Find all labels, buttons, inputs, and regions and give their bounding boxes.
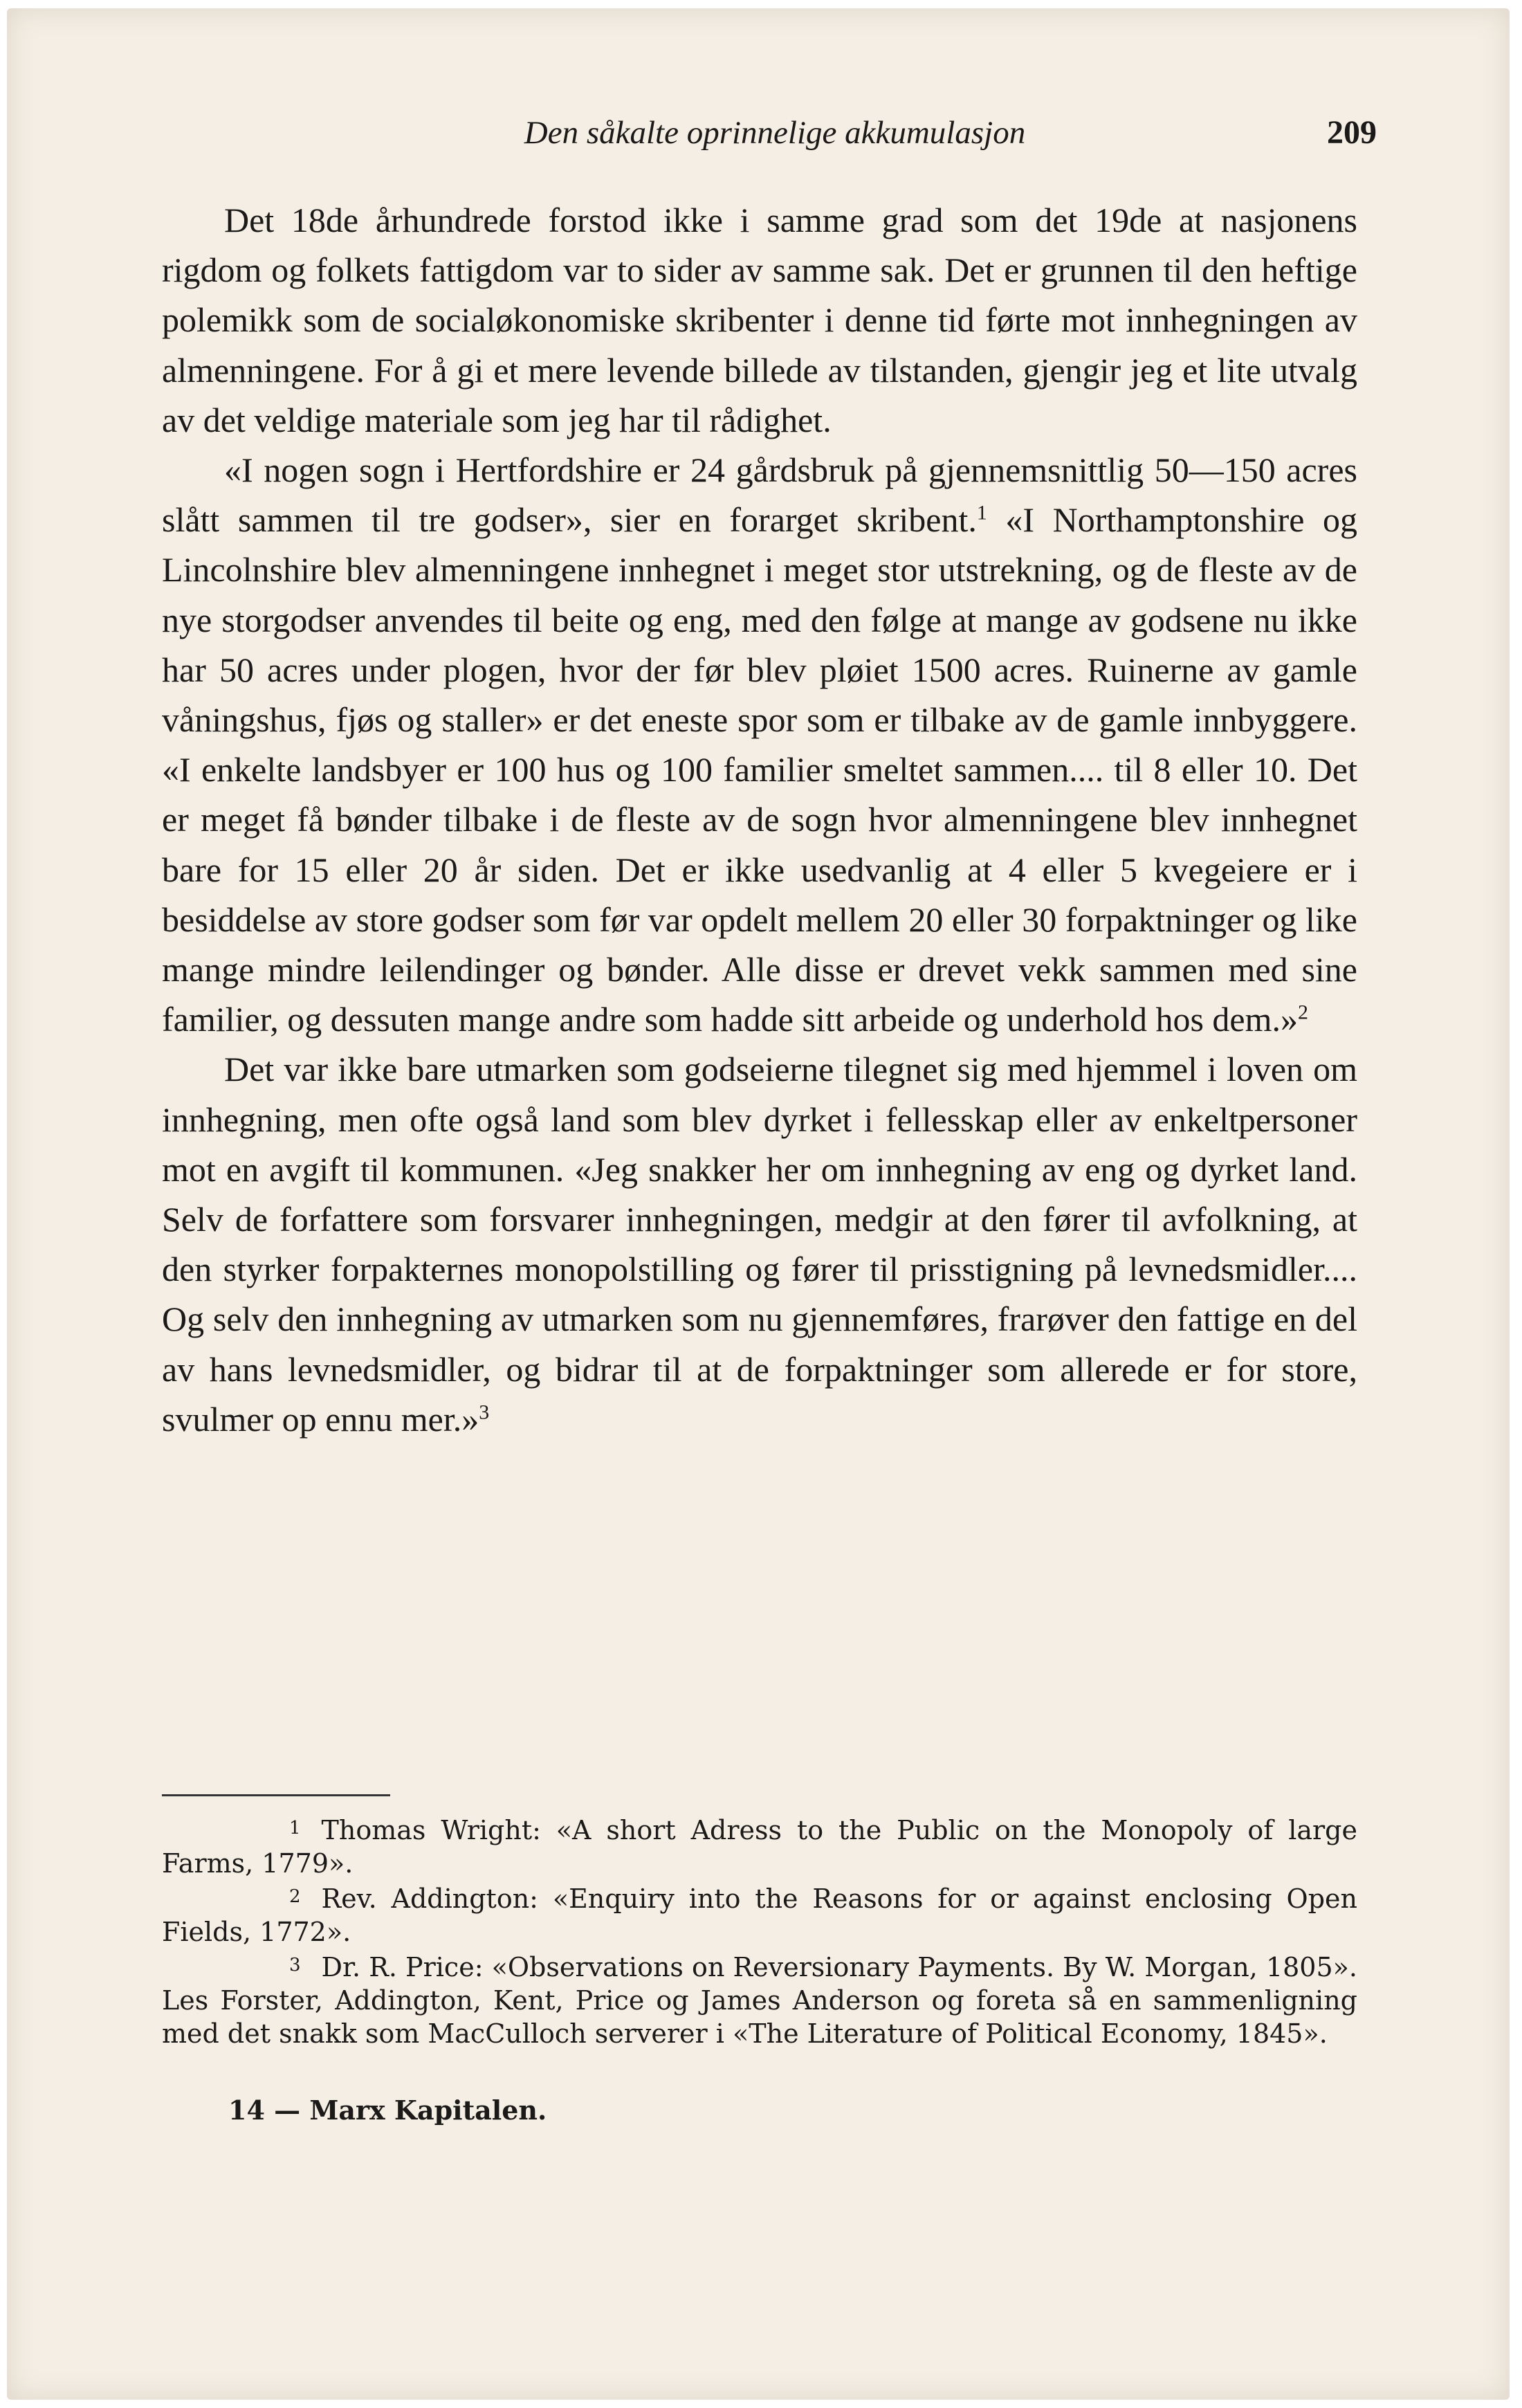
running-head bbox=[173, 105, 1377, 161]
paragraph bbox=[162, 1044, 1357, 1444]
footnote-text: Rev. Addington: «Enquiry into the Reasons for or against enclosing Open Fields, 1772». bbox=[162, 1883, 1357, 1947]
paragraph bbox=[162, 445, 1357, 1044]
footnote-divider bbox=[162, 1794, 390, 1796]
footnote-ref: 1 bbox=[976, 501, 987, 525]
paragraph-text: Det var ikke bare utmarken som godseierne tilegnet sig med hjemmel i loven om innhegning, men ofte også land som blev dyrket i fellesskap eller av enkeltpersoner mot en avgift til kommunen. «Jeg snakker her om innhegning av eng og dyrket land. Selv de forfattere som forsvarer innhegningen, medgir at den fører til avfolkning, at den styrker forpakternes monopolstilling og fører til prisstigning på levnedsmidler.... Og selv den innhegning av utmarken som nu gjennemføres, frarøver den fattige en del av hans levnedsmidler, og bidrar til at de forpaktninger som allerede er for store, svulmer op ennu mer.» bbox=[162, 1050, 1357, 1439]
footnote bbox=[162, 1880, 1357, 1949]
footnote-ref: 2 bbox=[1298, 1001, 1309, 1024]
main-text bbox=[162, 195, 1357, 1444]
paragraph-text: «I nogen sogn i Hertfordshire er 24 gårdsbruk på gjennemsnittlig 50—150 acres slått sammen til tre godser», sier en forarget skribent. bbox=[162, 450, 1357, 540]
footnote-number: 1 bbox=[289, 1818, 301, 1839]
signature-line: 14 — Marx Kapitalen. bbox=[228, 2095, 547, 2126]
footnotes bbox=[162, 1812, 1357, 2050]
footnote-text: Dr. R. Price: «Observations on Reversionary Payments. By W. Morgan, 1805». Les Forster, Addington, Kent, Price og James Anderson og foreta så en sammenligning med det snakk som MacCulloch serverer i «The Literature of Political Economy, 1845». bbox=[162, 1952, 1357, 2049]
footnote bbox=[162, 1949, 1357, 2050]
running-title: Den såkalte oprinnelige akkumulasjon bbox=[524, 115, 1026, 151]
footnote-ref: 3 bbox=[479, 1401, 490, 1424]
footnote-text: Thomas Wright: «A short Adress to the Public on the Monopoly of large Farms, 1779». bbox=[162, 1815, 1357, 1879]
footnote bbox=[162, 1812, 1357, 1880]
footnote-number: 3 bbox=[289, 1955, 301, 1976]
paragraph-text: «I Northamptonshire og Lincolnshire blev almenningene innhegnet i meget stor utstrekning, og de fleste av de nye storgodser anvendes til beite og eng, med den følge at mange av godsene nu ikke har 50 acres under plogen, hvor der før blev pløiet 1500 acres. Ruinerne av gamle våningshus, fjøs og staller» er det eneste spor som er tilbake av de gamle innbyggere. «I enkelte landsbyer er 100 hus og 100 familier smeltet sammen.... til 8 eller 10. Det er meget få bønder tilbake i de fleste av de sogn hvor almenningene blev innhegnet bare for 15 eller 20 år siden. Det er ikke usedvanlig at 4 eller 5 kvegeiere er i besiddelse av store godser som før var opdelt mellem 20 eller 30 forpaktninger og like mange mindre leilendinger og bønder. Alle disse er drevet vekk sammen med sine familier, og dessuten mange andre som hadde sitt arbeide og underhold hos dem.» bbox=[162, 500, 1357, 1039]
page-number: 209 bbox=[1327, 114, 1377, 151]
paragraph: Det 18de århundrede forstod ikke i samme grad som det 19de at nasjonens rigdom og folkets fattigdom var to sider av samme sak. Det er grunnen til den heftige polemikk som de socialøkonomiske skribenter i denne tid førte mot innhegningen av almenningene. For å gi et mere levende billede av tilstanden, gjengir jeg et lite utvalg av det veldige materiale som jeg har til rådighet. bbox=[162, 201, 1357, 439]
footnote-number: 2 bbox=[289, 1886, 301, 1907]
